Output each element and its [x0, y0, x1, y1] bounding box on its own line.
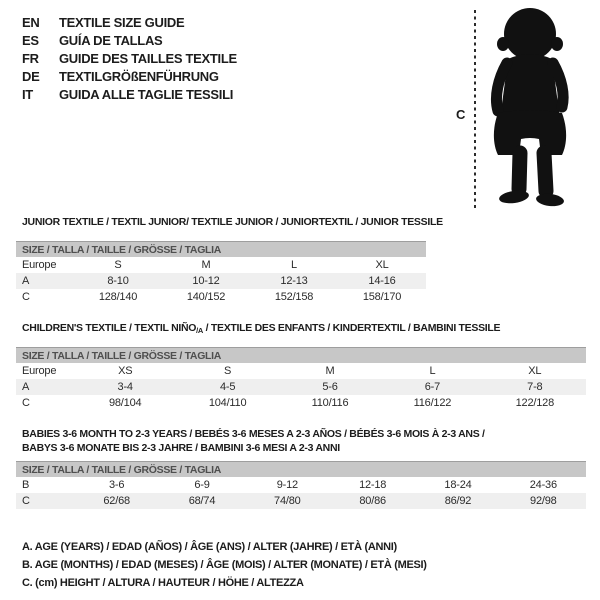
children-title-sub: /A [196, 326, 204, 335]
language-code: FR [22, 50, 39, 66]
size-cell: XL [375, 259, 389, 271]
language-label: TEXTILE SIZE GUIDE [59, 14, 185, 30]
footnote-b: B. AGE (MONTHS) / EDAD (MESES) / ÂGE (MOIS) / ALTER (MONATE) / ETÀ (MESI) [22, 559, 427, 571]
size-cell: 152/158 [274, 291, 314, 303]
size-cell: 86/92 [444, 495, 472, 507]
size-cell: M [325, 365, 335, 377]
size-cell: 12-13 [280, 275, 308, 287]
language-row-es [22, 31, 237, 49]
baby-silhouette [478, 7, 582, 209]
footnotes [22, 538, 427, 592]
size-cell: 10-12 [192, 275, 220, 287]
size-header-bar: SIZE / TALLA / TAILLE / GRÖSSE / TAGLIA [16, 347, 586, 363]
size-cell: 128/140 [98, 291, 138, 303]
language-label: GUÍA DE TALLAS [59, 32, 163, 48]
table-row [16, 477, 586, 493]
babies-table-title [22, 427, 586, 455]
babies-title-line1: BABIES 3-6 MONTH TO 2-3 YEARS / BEBÉS 3-6 MESES A 2-3 AÑOS / BÉBÉS 3-6 MOIS À 2-3 ANS / [22, 428, 485, 440]
size-cell: 92/98 [530, 495, 557, 507]
row-label: A [22, 381, 30, 393]
babies-table-section [16, 427, 586, 509]
language-label: GUIDA ALLE TAGLIE TESSILI [59, 86, 234, 102]
language-code: EN [22, 14, 40, 30]
size-cell: 12-18 [359, 479, 387, 491]
size-cell: 98/104 [108, 397, 142, 409]
children-title-post: / TEXTILE DES ENFANTS / KINDERTEXTIL / BAMBINI TESSILE [203, 322, 501, 334]
junior-table-section [16, 216, 443, 305]
size-cell: XL [528, 365, 542, 377]
row-label: C [22, 397, 30, 409]
size-cell: 9-12 [276, 479, 298, 491]
language-code: DE [22, 68, 40, 84]
size-cell: M [201, 259, 211, 271]
table-row [16, 395, 586, 411]
junior-table [16, 241, 426, 305]
height-measure-label: C [456, 107, 466, 122]
children-table-title [22, 322, 586, 337]
language-row-it [22, 85, 237, 103]
babies-table [16, 461, 586, 509]
row-label: A [22, 275, 30, 287]
size-cell: 80/86 [359, 495, 386, 507]
size-cell: 24-36 [529, 479, 557, 491]
size-cell: 116/122 [413, 397, 452, 409]
row-label: C [22, 495, 30, 507]
size-cell: 14-16 [368, 275, 396, 287]
footnote-c: C. (cm) HEIGHT / ALTURA / HAUTEUR / HÖHE / ALTEZZA [22, 577, 304, 589]
size-cell: 5-6 [322, 381, 338, 393]
size-cell: S [114, 259, 122, 271]
size-cell: L [291, 259, 297, 271]
row-label: Europe [22, 259, 57, 271]
language-row-en [22, 13, 237, 31]
row-label: Europe [22, 365, 57, 377]
children-table [16, 347, 586, 411]
junior-table-title: JUNIOR TEXTILE / TEXTIL JUNIOR/ TEXTILE JUNIOR / JUNIORTEXTIL / JUNIOR TESSILE [22, 216, 443, 228]
table-row [16, 289, 426, 305]
size-cell: 6-7 [424, 381, 441, 393]
size-cell: 74/80 [274, 495, 301, 507]
size-header-bar: SIZE / TALLA / TAILLE / GRÖSSE / TAGLIA [16, 241, 426, 257]
size-cell: S [224, 365, 232, 377]
size-header-bar: SIZE / TALLA / TAILLE / GRÖSSE / TAGLIA [16, 461, 586, 477]
babies-title-line2: BABYS 3-6 MONATE BIS 2-3 JAHRE / BAMBINI 3-6 MESI A 2-3 ANNI [22, 442, 340, 454]
language-code: ES [22, 32, 39, 48]
table-row [16, 379, 586, 395]
row-label: C [22, 291, 30, 303]
table-row [16, 273, 426, 289]
size-cell: 8-10 [107, 275, 129, 287]
children-table-section [16, 322, 586, 411]
language-label: TEXTILGRÖßENFÜHRUNG [59, 68, 219, 84]
size-cell: 4-5 [219, 381, 236, 393]
size-cell: 18-24 [444, 479, 472, 491]
language-row-de [22, 67, 237, 85]
language-label: GUIDE DES TAILLES TEXTILE [59, 50, 237, 66]
size-cell: 6-9 [194, 479, 210, 491]
table-row [16, 493, 586, 509]
children-title-pre: CHILDREN'S TEXTILE / TEXTIL NIÑO [22, 322, 197, 334]
height-measure-line [474, 10, 476, 210]
size-cell: 68/74 [188, 495, 216, 507]
size-cell: 3-4 [117, 381, 133, 393]
size-cell: 3-6 [109, 479, 125, 491]
size-cell: L [429, 365, 436, 377]
size-cell: 140/152 [186, 291, 226, 303]
size-cell: XS [118, 365, 133, 377]
size-cell: 158/170 [362, 291, 402, 303]
language-row-fr [22, 49, 237, 67]
table-row [16, 363, 586, 379]
size-cell: 104/110 [208, 397, 247, 409]
footnote-a: A. AGE (YEARS) / EDAD (AÑOS) / ÂGE (ANS) / ALTER (JAHRE) / ETÀ (ANNI) [22, 541, 397, 553]
size-cell: 62/68 [103, 495, 130, 507]
size-cell: 122/128 [515, 397, 555, 409]
row-label: B [22, 479, 30, 491]
language-code: IT [22, 86, 33, 102]
language-header [22, 13, 237, 103]
size-cell: 7-8 [527, 381, 543, 393]
size-cell: 110/116 [311, 397, 349, 409]
table-row [16, 257, 426, 273]
